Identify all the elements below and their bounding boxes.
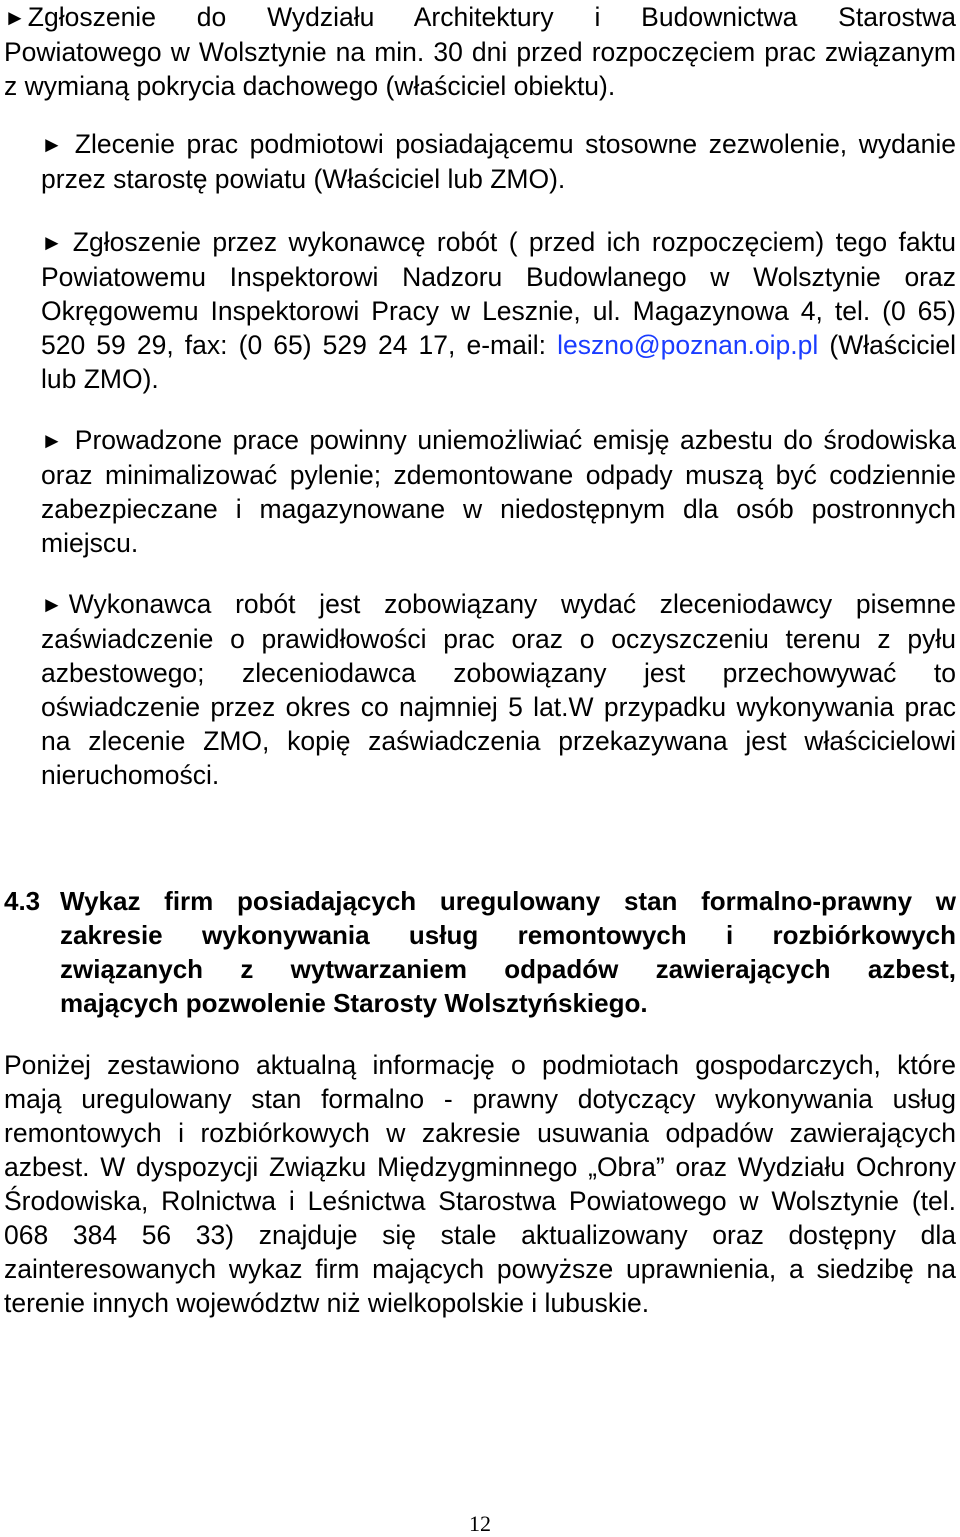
section-heading-line [4, 884, 956, 918]
section-heading [4, 884, 956, 1020]
page-number: 12 [469, 1511, 491, 1536]
bullet-item-inspector [41, 225, 956, 396]
bullet-first-line [4, 0, 956, 35]
bullet-text: Zgłoszenie przez wykonawcę robót ( przed ich rozpoczęciem) tego faktu Powiatowemu Inspektorowi Nadzoru Budowlanego w Wolsztynie oraz Okręgowemu Inspektorowi Pracy w Lesznie, ul. Magazynowa 4, tel. (0 65) 520 59 29, fax: (0 65) 529 24 17, e-mail: [41, 227, 956, 360]
bullet-item-contractor [41, 127, 956, 196]
section-heading-line: związanych z wytwarzaniem odpadów zawierających azbest, [60, 954, 956, 984]
arrow-icon: ► [41, 428, 63, 453]
bullet-item-notification [4, 0, 956, 103]
bullet-text: Prowadzone prace powinny uniemożliwiać emisję azbestu do środowiska oraz minimalizować pylenie; zdemontowane odpady muszą być codziennie zabezpieczane i magazynowane w niedostępnym dla osób postronnych miejscu. [41, 425, 956, 558]
bullet-text: Zlecenie prac podmiotowi posiadającemu stosowne zezwolenie, wydanie przez starostę powiatu (Właściciel lub ZMO). [41, 129, 956, 194]
section-number: 4.3 [4, 886, 41, 916]
email-link[interactable]: leszno@poznan.oip.pl [557, 330, 819, 360]
bullet-text-continued: Powiatowego w Wolsztynie na min. 30 dni przed rozpoczęciem prac związanym z wymianą pokrycia dachowego (właściciel obiektu). [4, 37, 956, 101]
body-paragraph: Poniżej zestawiono aktualną informację o podmiotach gospodarczych, które mają uregulowany stan formalno - prawny dotyczący wykonywania usług remontowych i rozbiórkowych w zakresie usuwania odpadów zawierających azbest. W dyspozycji Związku Międzygminnego „Obra” oraz Wydziału Ochrony Środowiska, Rolnictwa i Leśnictwa Starostwa Powiatowego w Wolsztynie (tel. 068 384 56 33) znajduje się stale aktualizowany oraz dostępny dla zainteresowanych wykaz firm mających powyższe uprawnienia, a siedzibę na terenie innych województw niż wielkopolskie i lubuskie. [4, 1050, 956, 1318]
arrow-icon: ► [4, 5, 26, 30]
arrow-icon: ► [41, 230, 63, 255]
arrow-icon: ► [41, 592, 63, 617]
bullet-item-asbestos-emission [41, 423, 956, 560]
bullet-item-certificate [41, 587, 956, 792]
bullet-text-suffix: (Właściciel lub ZMO). [41, 330, 956, 394]
bullet-text: Wykonawca robót jest zobowiązany wydać zleceniodawcy pisemne zaświadczenie o prawidłowości prac oraz o oczyszczeniu terenu z pyłu azbestowego; zleceniodawca zobowiązany jest przechowywać to oświadczenie przez okres co najmniej 5 lat.W przypadku wykonywania prac na zlecenie ZMO, kopię zaświadczenia przekazywana jest właścicielowi nieruchomości. [41, 589, 956, 790]
arrow-icon: ► [41, 132, 63, 157]
bullet-text: Zgłoszenie do Wydziału Architektury i Budownictwa Starostwa [27, 2, 956, 32]
section-heading-line: zakresie wykonywania usług remontowych i rozbiórkowych [60, 920, 956, 950]
section-heading-line: mających pozwolenie Starosty Wolsztyńskiego. [60, 988, 648, 1018]
section-heading-text: Wykaz firm posiadających uregulowany stan formalno-prawny w [60, 886, 956, 916]
